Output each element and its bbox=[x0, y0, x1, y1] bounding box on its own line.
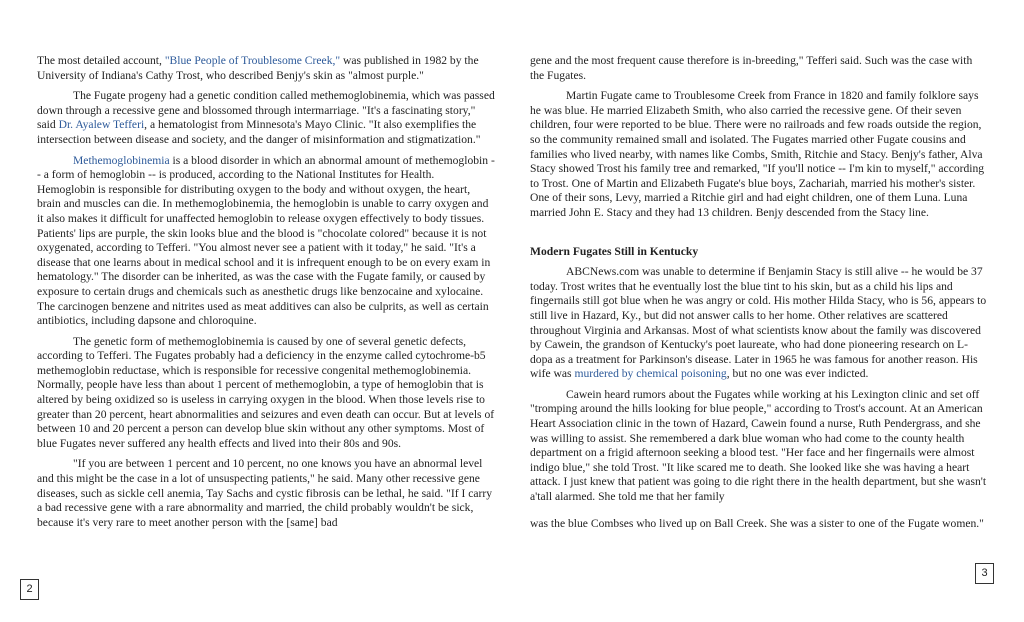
left-page bbox=[37, 54, 495, 536]
right-page bbox=[530, 54, 988, 537]
paragraph: "If you are between 1 percent and 10 percent, no one knows you have an abnormal level and this might be the case in a lot of unsuspecting patients," he said. Many other recessive gene diseases, such as sickle cell anemia, Tay Sachs and cystic fibrosis can be lethal, he said. "If I carry a bad recessive gene with a rare abnormality and married, the child probably wouldn't be sick, because it's very rare to meet another person with the [same] bad bbox=[37, 457, 493, 529]
page-number-right: 3 bbox=[975, 563, 994, 584]
blue-people-link[interactable]: "Blue People of Troublesome Creek," bbox=[164, 54, 341, 67]
section-heading: Modern Fugates Still in Kentucky bbox=[530, 244, 699, 258]
paragraph: was the blue Combses who lived up on Ball Creek. She was a sister to one of the Fugate women." bbox=[530, 516, 984, 530]
paragraph: The most detailed account, "Blue People of Troublesome Creek," was published in 1982 by the University of Indiana's Cathy Trost, who described Benjy's skin as "almost purple." bbox=[37, 54, 479, 82]
tefferi-link[interactable]: Dr. Ayalew Tefferi bbox=[58, 118, 145, 132]
paragraph: Methemoglobinemia is a blood disorder in which an abnormal amount of methemoglobin -- a form of hemoglobin -- is produced, according to the National Institutes for Health. Hemoglobin is responsible for distributing oxygen to the body and without oxygen, the heart, brain and muscles can die. In methemoglobinemia, the hemoglobin is unable to carry oxygen and it also makes it difficult for unaffected hemoglobin to release oxygen effectively to body tissues. Patients' lips are purple, the skin looks blue and the blood is "chocolate colored" because it is not oxygenated, according to Tefferi. "You almost never see a patient with it today," he said. "It's a disease that one learns about in medical school and it is infrequent enough to be on every exam in hematology." The disorder can be inherited, as was the case with the Fugate family, or caused by exposure to certain drugs and chemicals such as anesthetic drugs like benzocaine and xylocaine. The carcinogen benzene and nitrites used as meat additives can also be culprits, as well as certain antibiotics, including dapsone and chloroquine. bbox=[37, 153, 495, 328]
paragraph: gene and the most frequent cause therefore is in-breeding," Tefferi said. Such was the case with the Fugates. bbox=[530, 54, 973, 82]
paragraph: Cawein heard rumors about the Fugates while working at his Lexington clinic and set off "tromping around the hills looking for blue people," according to Trost's account. At an American Heart Association clinic in the town of Hazard, Cawein found a nurse, Ruth Pendergrass, and she was willing to assist. She remembered a dark blue woman who had come to the county health department on a frigid afternoon seeking a blood test. "Her face and her fingernails were almost indigo blue," she told Trost. "It like scared me to death. She looked like she was having a heart attack. I just knew that patient was going to die right there in the health department, but she wasn't a'tall alarmed. She told me that her family bbox=[530, 387, 987, 504]
paragraph: The genetic form of methemoglobinemia is caused by one of several genetic defects, according to Tefferi. The Fugates probably had a deficiency in the enzyme called cytochrome-b5 methemoglobin reductase, which is responsible for recessive congenital methemoglobinemia. Normally, people have less than about 1 percent of methemoglobin, a type of hemoglobin that is altered by being oxidized so is useless in carrying oxygen in the blood. When those levels rise to greater than 20 percent, heart abnormalities and seizures and even death can occur. But at levels of between 10 and 20 percent a person can develop blue skin without any other symptoms. Most of blue Fugates never suffered any health effects and lived into their 80s and 90s. bbox=[37, 334, 495, 450]
page-number-left: 2 bbox=[20, 579, 39, 600]
methemoglobinemia-link[interactable]: Methemoglobinemia bbox=[73, 153, 170, 167]
paragraph: The Fugate progeny had a genetic condition called methemoglobinemia, which was passed down through a recessive gene and blossomed through intermarriage. "It's a fascinating story," said Dr. Ayalew Tefferi, a hematologist from Minnesota's Mayo Clinic. "It also exemplifies the intersection between disease and society, and the danger of misinformation and stigmatization." bbox=[37, 89, 495, 146]
paragraph: ABCNews.com was unable to determine if Benjamin Stacy is still alive -- he would be 37 today. Trost writes that he eventually lost the blue tint to his skin, but as a child his lips and fingernails still got blue when he was angry or cold. His mother Hilda Stacy, who is 56, appears to still live in Hazard, Ky., but did not answer calls to her home. Other relatives are scattered throughout Virginia and Arkansas. Most of what scientists know about the family was discovered by Cawein, the grandson of Kentucky's poet laureate, who had done pioneering research on L-dopa as a treatment for Parkinson's disease. Later in 1965 he was famous for another reason. His wife was murdered by chemical poisoning, but no one was ever indicted. bbox=[530, 265, 987, 381]
chemical-poisoning-link[interactable]: murdered by chemical poisoning bbox=[574, 367, 727, 381]
paragraph: Martin Fugate came to Troublesome Creek from France in 1820 and family folklore says he was blue. He married Elizabeth Smith, who also carried the recessive gene. Of their seven children, four were reported to be blue. There were no railroads and few roads outside the region, so the community remained small and isolated. The Fugates married other Fugate cousins and families who lived nearby, with names like Combs, Smith, Ritchie and Stacy. Benjy's father, Alva Stacy showed Trost his family tree and remarked, "If you'll notice -- I'm kin to myself," according to Trost. One of Martin and Elizabeth Fugate's blue boys, Zachariah, married his mother's sister. One of their sons, Levy, married a Ritchie girl and had eight children, one of them Luna. Luna married John E. Stacy and they had 13 children. Benjy descended from the Stacy line. bbox=[530, 89, 985, 219]
